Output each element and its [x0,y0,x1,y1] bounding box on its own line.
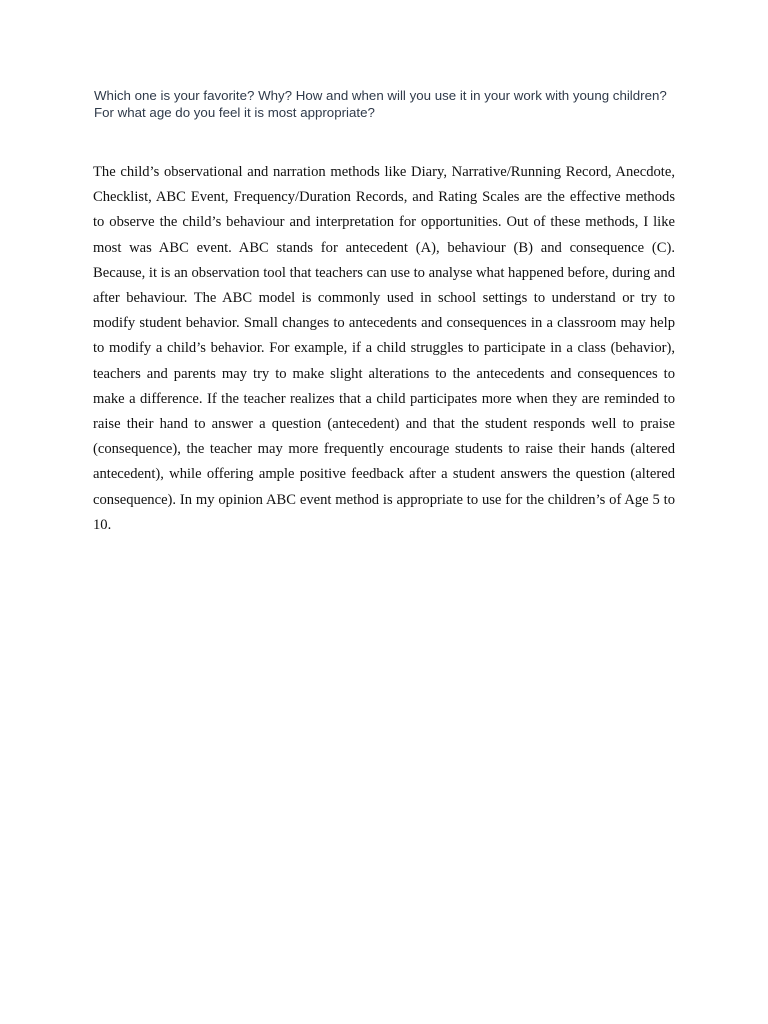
answer-paragraph: The child’s observational and narration methods like Diary, Narrative/Running Record, Anecdote, Checklist, ABC Event, Frequency/Duration Records, and Rating Scales are the effective methods to observe the child’s behaviour and interpretation for opportunities. Out of these methods, I like most was ABC event. ABC stands for antecedent (A), behaviour (B) and consequence (C). Because, it is an observation tool that teachers can use to analyse what happened before, during and after behaviour. The ABC model is commonly used in school settings to understand or try to modify student behavior. Small changes to antecedents and consequences in a classroom may help to modify a child’s behavior. For example, if a child struggles to participate in a class (behavior), teachers and parents may try to make slight alterations to the antecedents and consequences to make a difference. If the teacher realizes that a child participates more when they are reminded to raise their hand to answer a question (antecedent) and that the student responds well to praise (consequence), the teacher may more frequently encourage students to raise their hands (altered antecedent), while offering ample positive feedback after a student answers the question (altered consequence). In my opinion ABC event method is appropriate to use for the children’s of Age 5 to 10. [93,164,675,533]
question-prompt: Which one is your favorite? Why? How and when will you use it in your work with young children? For what age do you feel it is most appropriate? [94,88,667,120]
